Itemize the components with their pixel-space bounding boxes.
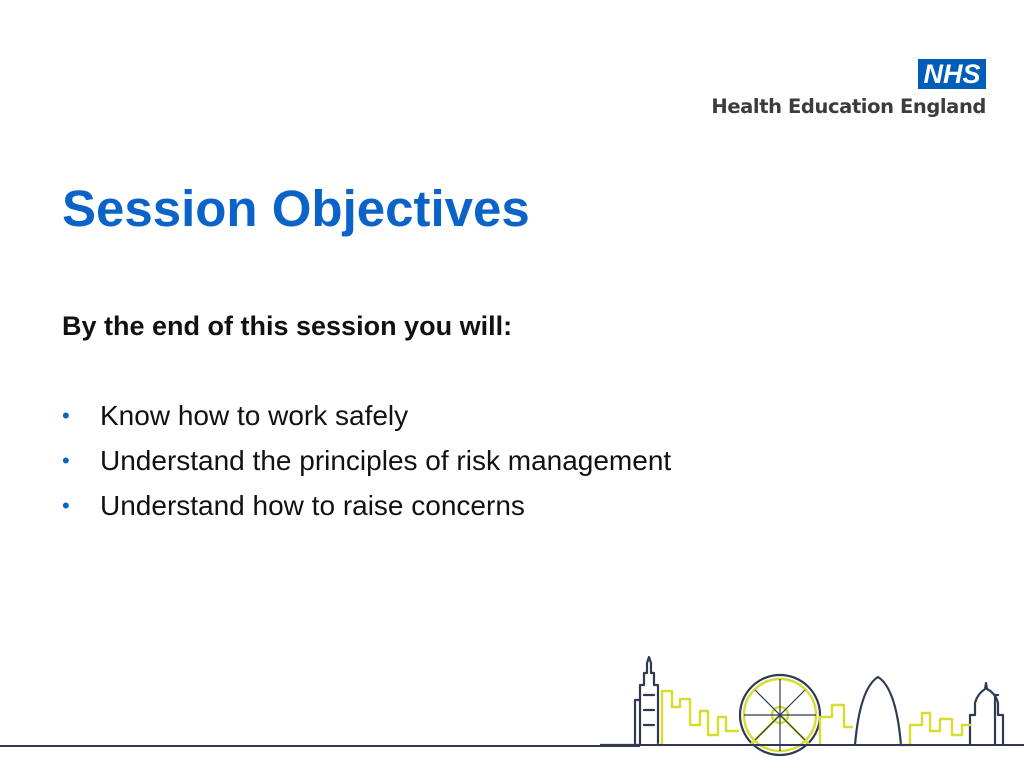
objective-text: Understand how to raise concerns [100, 490, 525, 521]
objective-item [62, 487, 671, 532]
footer-rule [0, 745, 640, 747]
bullet-icon: • [62, 448, 70, 473]
london-skyline-icon [600, 655, 1024, 768]
bullet-icon: • [62, 403, 70, 428]
bullet-icon: • [62, 493, 70, 518]
objective-text: Understand the principles of risk management [100, 445, 672, 476]
nhs-hee-logo [696, 59, 986, 123]
objectives-list [62, 397, 671, 532]
intro-text: By the end of this session you will: [62, 311, 513, 341]
objective-item [62, 397, 671, 442]
objective-item [62, 442, 671, 487]
slide-title: Session Objectives [62, 180, 530, 237]
organisation-name: Health Education England [711, 95, 986, 118]
nhs-badge: NHS [918, 59, 986, 89]
objective-text: Know how to work safely [100, 400, 409, 431]
